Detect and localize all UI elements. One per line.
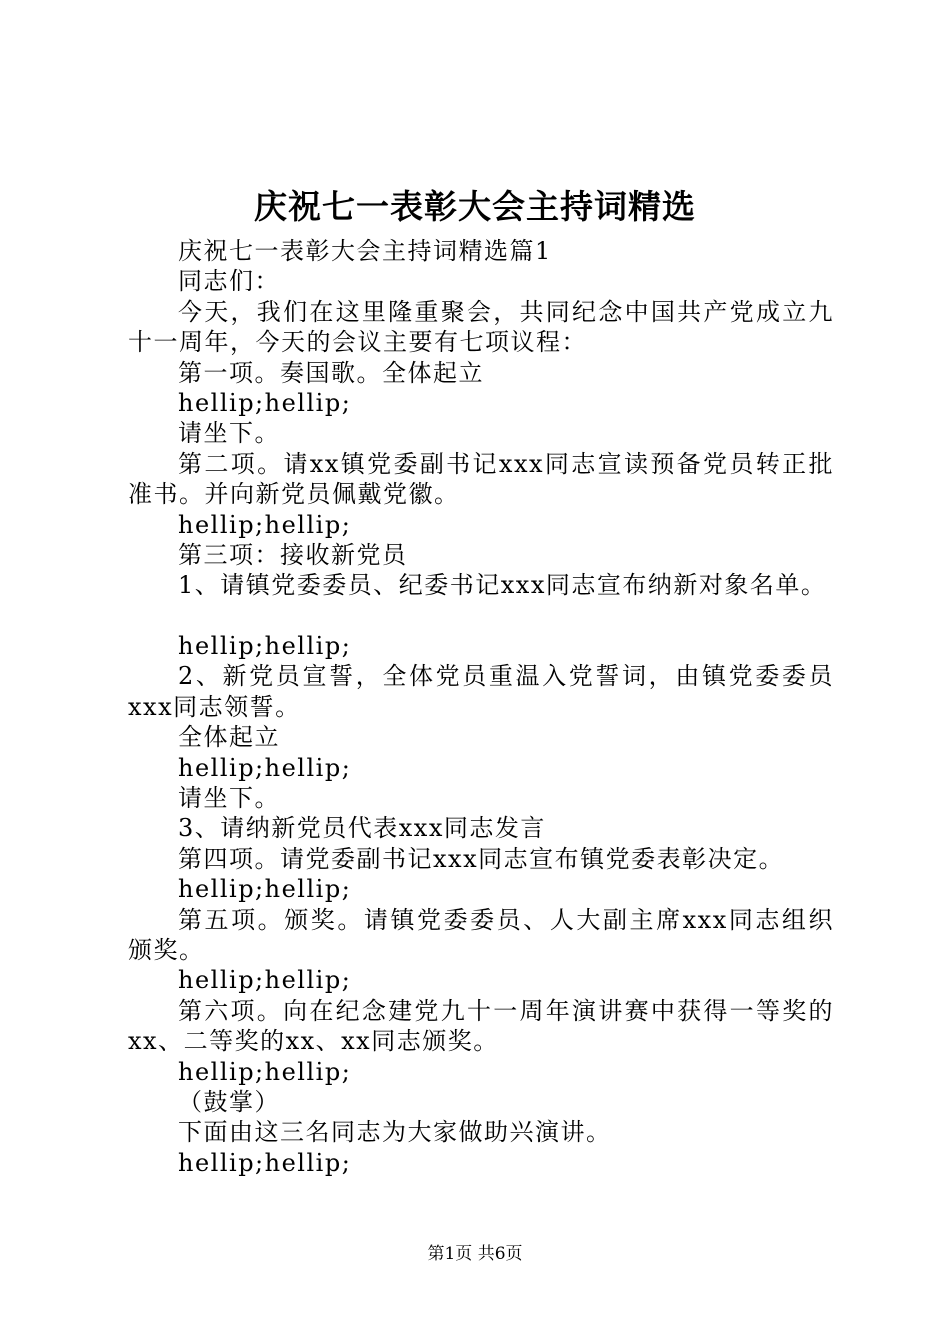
paragraph: 第二项。请xx镇党委副书记xxx同志宣读预备党员转正批准书。并向新党员佩戴党徽。 [128,449,834,509]
paragraph: hellip;hellip; [178,631,352,660]
document-body [128,236,834,1178]
paragraph: 下面由这三名同志为大家做助兴演讲。 [178,1118,612,1147]
blank-line [128,601,834,631]
paragraph: 第五项。颁奖。请镇党委委员、人大副主席xxx同志组织颁奖。 [128,905,834,964]
paragraph: 2、新党员宣誓，全体党员重温入党誓词，由镇党委委员xxx同志领誓。 [128,662,834,721]
paragraph: 第三项：接收新党员 [178,541,408,570]
paragraph: hellip;hellip; [178,753,352,782]
paragraph: hellip;hellip; [178,510,352,539]
paragraph: 3、请纳新党员代表xxx同志发言 [178,814,546,843]
paragraph: 全体起立 [178,723,280,752]
paragraph: 第一项。奏国歌。全体起立 [178,358,484,387]
paragraph: （鼓掌） [178,1087,280,1116]
document-title: 庆祝七一表彰大会主持词精选 [254,187,696,226]
paragraph: hellip;hellip; [178,875,352,904]
paragraph: 第四项。请党委副书记xxx同志宣布镇党委表彰决定。 [178,844,785,873]
paragraph: 请坐下。 [178,783,280,812]
paragraph: 同志们： [178,267,280,296]
paragraph: hellip;hellip; [178,389,352,418]
paragraph: 今天，我们在这里隆重聚会，共同纪念中国共产党成立九十一周年，今天的会议主要有七项议程： [128,297,834,357]
paragraph: 1、请镇党委委员、纪委书记xxx同志宣布纳新对象名单。 [178,571,827,600]
paragraph: hellip;hellip; [178,1148,352,1177]
paragraph: 第六项。向在纪念建党九十一周年演讲赛中获得一等奖的xx、二等奖的xx、xx同志颁奖。 [128,996,834,1056]
paragraph: hellip;hellip; [178,966,352,995]
paragraph: 请坐下。 [178,419,280,448]
section-heading: 庆祝七一表彰大会主持词精选篇1 [178,237,552,265]
paragraph: hellip;hellip; [178,1057,352,1086]
page-footer: 第1页 共6页 [427,1244,523,1264]
